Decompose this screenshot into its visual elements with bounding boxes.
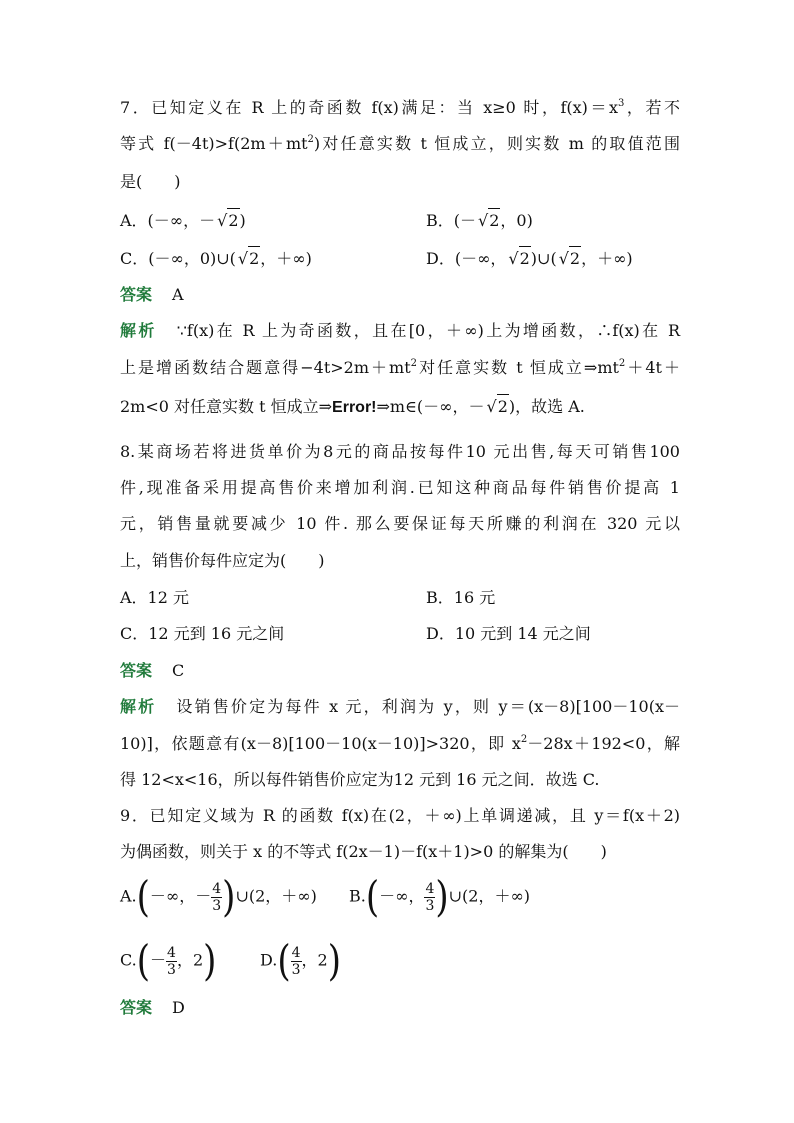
- q9-option-a: A.(－∞，－ $\frac{4}{3}$ )∪(2，＋∞): [120, 872, 317, 922]
- q7-option-c: C．(－∞，0)∪( √2，＋∞): [120, 246, 680, 271]
- q9-option-b: B.(－∞， $\frac{4}{3}$ )∪(2，＋∞): [349, 872, 531, 922]
- answer-label: 答案: [120, 998, 153, 1017]
- q7-analysis-line-3: 2m<0 对任意实数 t 恒成立⇒Error!⇒m∈(－∞，－ √2)，故选 A.: [120, 394, 680, 420]
- q9-line-1: 9．已知定义域为 R 的函数 f(x)在(2，＋∞)上单调递减，且 y＝f(x＋2): [120, 806, 680, 825]
- q8-line-3: 元，销售量就要减少 10 件. 那么要保证每天所赚的利润在 320 元以: [120, 514, 680, 533]
- q8-line-1: 8.某商场若将进货单价为8元的商品按每件10 元出售,每天可销售100: [120, 442, 680, 461]
- answer-label: 答案: [120, 661, 153, 680]
- q8-line-4: 上，销售价每件应定为( ): [120, 551, 325, 570]
- q7-option-b: B．(－ √2，0): [426, 208, 533, 233]
- q7-option-a: A．(－∞，－ √2): [120, 208, 680, 233]
- q7-answer: 答案 A: [120, 285, 184, 304]
- q8-option-c: C．12 元到 16 元之间: [120, 624, 285, 643]
- analysis-label: 解析: [120, 321, 157, 340]
- q8-analysis-line-2: 10)]，依题意有(x－8)[100－10(x－10)]>320，即 $x^2-28x+192<0$，解: [120, 733, 680, 753]
- q9-option-d: D.( $\frac{4}{3}$ ，2): [260, 936, 341, 986]
- q8-option-d: D．10 元到 14 元之间: [426, 624, 591, 643]
- q9-answer: 答案 D: [120, 998, 185, 1017]
- q8-analysis-line-3: 得 12<x<16，所以每件销售价应定为12 元到 16 元之间．故选 C.: [120, 770, 600, 789]
- q8-option-a: A．12 元: [120, 588, 190, 607]
- q8-line-2: 件,现准备采用提高售价来增加利润.已知这种商品每件销售价提高 1: [120, 478, 680, 497]
- q9-option-c: C.(－ $\frac{4}{3}$ ，2): [120, 936, 217, 986]
- q8-analysis-line-1: 解析 设销售价定为每件 x 元，利润为 y，则 y＝(x－8)[100－10(x－: [120, 697, 680, 716]
- q7-line-3: 是( ): [120, 172, 181, 191]
- q7-line-2: 等式 $f(-4t)>f(2m+mt^2)$对任意实数 t 恒成立，则实数 m 的取值范围: [120, 133, 680, 153]
- answer-label: 答案: [120, 285, 153, 304]
- q7-analysis-line-1: 解析 ∵f(x)在 R 上为奇函数，且在[0，＋∞)上为增函数，∴f(x)在 R: [120, 321, 680, 340]
- analysis-label: 解析: [120, 697, 157, 716]
- q8-option-b: B．16 元: [426, 588, 496, 607]
- q9-line-2: 为偶函数，则关于 x 的不等式 f(2x－1)－f(x＋1)>0 的解集为( ): [120, 842, 607, 861]
- q7-line-1: 7．已知定义在 R 上的奇函数 f(x)满足：当 x≥0 时，$f(x)=x^3$，若不: [120, 97, 680, 117]
- q7-option-d: D．(－∞， √2)∪( √2，＋∞): [426, 246, 633, 271]
- q7-analysis-line-2: 上是增函数结合题意得$-4t>2m+mt^2$对任意实数 t 恒成立$\Rightarrow mt^2+4t+$: [120, 357, 680, 377]
- q8-answer: 答案 C: [120, 661, 185, 680]
